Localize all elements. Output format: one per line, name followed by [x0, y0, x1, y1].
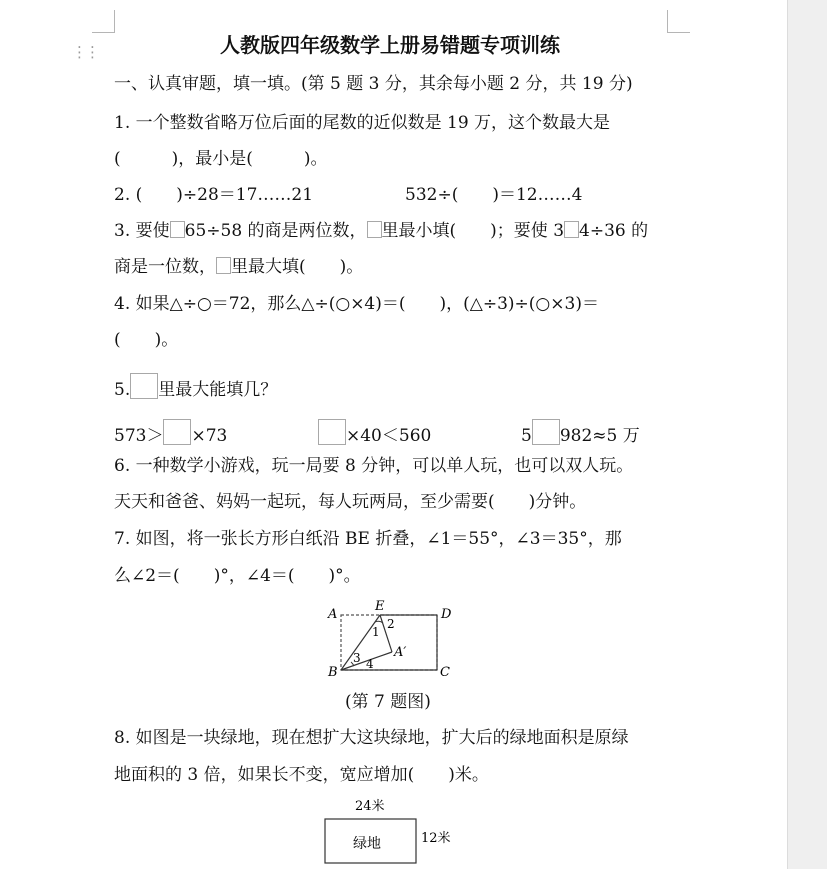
- q5-problem-1: 573＞ ×73: [114, 419, 227, 447]
- blank-box[interactable]: [216, 257, 231, 274]
- blank-box[interactable]: [318, 419, 346, 445]
- q7-line1: 7. 如图，将一张长方形白纸沿 BE 折叠，∠1＝55°，∠3＝35°，那: [114, 529, 622, 549]
- right-gutter: [787, 0, 827, 869]
- q5-question: 里最大能填几？: [158, 380, 278, 400]
- blank-box[interactable]: [532, 419, 560, 445]
- crop-mark-top-left: [92, 10, 115, 33]
- length-label: 24米: [355, 799, 385, 814]
- q5-problem-3: 5 982≈5 万: [521, 419, 640, 447]
- blank-box[interactable]: [564, 221, 579, 238]
- q3-text-c: 里最小填( )；要使 3: [381, 221, 565, 241]
- q4-line2: ( )。: [114, 330, 179, 350]
- q3-line2: [114, 256, 363, 278]
- label-A: A: [328, 607, 338, 622]
- q3-text-b: 65÷58 的商是两位数，: [184, 221, 367, 241]
- q5-problem-2: ×40＜560: [318, 419, 431, 447]
- q8-line2: 地面积的 3 倍，如果长不变，宽应增加( )米。: [114, 765, 489, 785]
- q7-figure: [320, 596, 460, 686]
- q3-line1: [114, 220, 648, 242]
- q3-text-f: 里最大填( )。: [231, 257, 364, 277]
- label-B: B: [328, 665, 338, 680]
- q6-line1: 6. 一种数学小游戏，玩一局要 8 分钟，可以单人玩，也可以双人玩。: [114, 456, 634, 476]
- angle-label-3: 3: [353, 651, 361, 665]
- label-E: E: [375, 599, 385, 614]
- q8-line1: 8. 如图是一块绿地，现在想扩大这块绿地，扩大后的绿地面积是原绿: [114, 728, 629, 748]
- q6-line2: 天天和爸爸、妈妈一起玩，每人玩两局，至少需要( )分钟。: [114, 492, 587, 512]
- q3-text-d: 4÷36 的: [579, 221, 649, 241]
- q5-number: 5.: [114, 380, 131, 400]
- q2-part-a: 2. ( )÷28＝17……21: [114, 185, 314, 205]
- q1-line2: ( )，最小是( )。: [114, 149, 328, 169]
- label-C: C: [440, 665, 450, 680]
- q5-line1: [114, 373, 277, 401]
- section-heading: 一、认真审题，填一填。(第 5 题 3 分，其余每小题 2 分，共 19 分): [114, 74, 633, 94]
- q7-figure-caption: (第 7 题图): [345, 692, 431, 712]
- angle-label-1: 1: [372, 625, 380, 639]
- q4-line1: 4. 如果△÷○＝72，那么△÷(○×4)＝( )，(△÷3)÷(○×3)＝: [114, 294, 599, 314]
- q2-part-b: 532÷( )＝12……4: [405, 185, 583, 205]
- label-D: D: [441, 607, 452, 622]
- q3-text-e: 商是一位数，: [114, 257, 216, 277]
- blank-box[interactable]: [130, 373, 158, 399]
- label-A-prime: A′: [394, 645, 407, 660]
- q3-text-a: 3. 要使: [114, 221, 170, 241]
- q8-figure: [320, 792, 470, 869]
- blank-box[interactable]: [163, 419, 191, 445]
- drag-handle-icon[interactable]: ⋮⋮: [72, 43, 98, 61]
- blank-box[interactable]: [170, 221, 185, 238]
- angle-label-2: 2: [387, 617, 395, 631]
- q7-line2: 么∠2＝( )°，∠4＝( )°。: [114, 566, 361, 586]
- green-area-label: 绿地: [353, 836, 381, 852]
- width-label: 12米: [421, 831, 451, 846]
- page-title: 人教版四年级数学上册易错题专项训练: [220, 33, 560, 57]
- crop-mark-top-right: [667, 10, 690, 33]
- blank-box[interactable]: [367, 221, 382, 238]
- q1-line1: 1. 一个整数省略万位后面的尾数的近似数是 19 万，这个数最大是: [114, 113, 611, 133]
- angle-label-4: 4: [366, 657, 374, 671]
